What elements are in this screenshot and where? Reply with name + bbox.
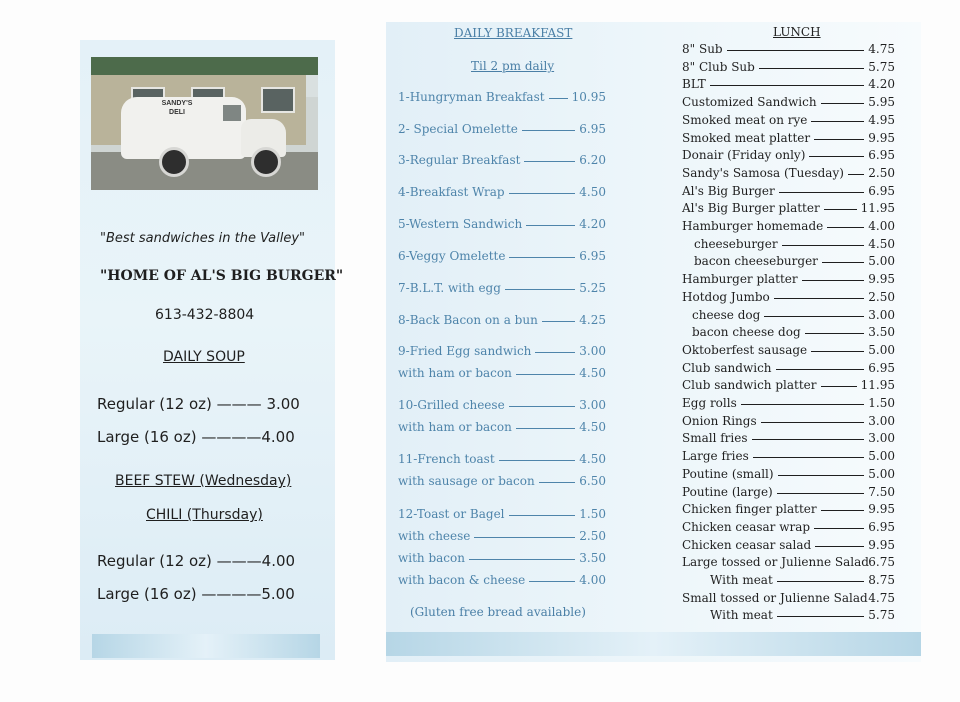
- chili-large: Large (16 oz) ————5.00: [97, 585, 295, 603]
- leader-line: [778, 475, 864, 476]
- leader-line: [727, 50, 864, 51]
- menu-item-name: With meat: [710, 573, 773, 587]
- menu-item-price: 5.25: [579, 281, 606, 295]
- menu-item: [682, 485, 895, 500]
- beef-stew-heading: BEEF STEW (Wednesday): [115, 473, 292, 489]
- menu-item-price: 5.00: [868, 449, 895, 463]
- menu-item-name: 3-Regular Breakfast: [398, 153, 521, 167]
- soup-large: Large (16 oz) ————4.00: [97, 428, 295, 446]
- menu-item-price: 4.50: [868, 237, 895, 251]
- menu-item-price: 4.50: [579, 185, 606, 199]
- menu-item-price: 5.95: [868, 95, 895, 109]
- gluten-free-note: (Gluten free bread available): [410, 605, 586, 619]
- menu-item-price: 5.75: [868, 60, 895, 74]
- menu-item: [682, 308, 895, 323]
- menu-item: [682, 520, 895, 535]
- leader-line: [827, 227, 864, 228]
- menu-item: [682, 113, 895, 128]
- menu-item: [682, 219, 895, 234]
- menu-item: [682, 573, 895, 588]
- menu-item: [398, 249, 606, 264]
- menu-item: [398, 185, 606, 200]
- leader-line: [821, 103, 864, 104]
- menu-item-name: 8" Sub: [682, 42, 723, 56]
- menu-item-name: 2- Special Omelette: [398, 122, 518, 136]
- menu-item-price: 9.95: [868, 538, 895, 552]
- left-footer-strip: [92, 634, 320, 658]
- menu-item: [398, 90, 606, 105]
- phone-number: 613-432-8804: [155, 307, 255, 323]
- leader-line: [741, 404, 864, 405]
- breakfast-heading: DAILY BREAKFAST: [454, 26, 573, 40]
- menu-item: [682, 272, 895, 287]
- menu-item: [682, 254, 895, 269]
- menu-item: [682, 378, 895, 393]
- menu-item-price: 8.75: [868, 573, 895, 587]
- menu-item-price: 4.50: [579, 420, 606, 434]
- leader-line: [759, 68, 864, 69]
- menu-item-price: 6.95: [579, 122, 606, 136]
- menu-item-price: 4.25: [579, 313, 606, 327]
- menu-item-price: 9.95: [868, 131, 895, 145]
- menu-item: [398, 366, 606, 381]
- leader-line: [776, 369, 864, 370]
- menu-item: [398, 398, 606, 413]
- menu-item-price: 6.95: [579, 249, 606, 263]
- leader-line: [779, 192, 864, 193]
- leader-line: [499, 460, 575, 461]
- menu-item: [682, 237, 895, 252]
- truck-wheel: [251, 147, 281, 177]
- leader-line: [522, 130, 575, 131]
- leader-line: [814, 528, 864, 529]
- leader-line: [824, 209, 857, 210]
- leader-line: [777, 581, 864, 582]
- leader-line: [529, 581, 575, 582]
- leader-line: [474, 537, 575, 538]
- menu-item-name: 5-Western Sandwich: [398, 217, 523, 231]
- menu-item: [682, 95, 895, 110]
- menu-item-price: 11.95: [860, 201, 895, 215]
- menu-item-name: Smoked meat on rye: [682, 113, 808, 127]
- menu-item-price: 3.00: [868, 308, 895, 322]
- menu-item-name: with ham or bacon: [398, 420, 512, 434]
- leader-line: [848, 174, 864, 175]
- menu-item: [398, 529, 606, 544]
- menu-item-name: Onion Rings: [682, 414, 757, 428]
- menu-item: [398, 153, 606, 168]
- menu-item-name: Al's Big Burger platter: [682, 201, 820, 215]
- menu-item-name: 10-Grilled cheese: [398, 398, 505, 412]
- menu-item-price: 6.95: [868, 148, 895, 162]
- menu-item-price: 3.50: [868, 325, 895, 339]
- leader-line: [805, 333, 864, 334]
- menu-item-name: With meat: [710, 608, 773, 622]
- menu-item-name: cheese dog: [692, 308, 761, 322]
- menu-item-name: 7-B.L.T. with egg: [398, 281, 501, 295]
- menu-item-price: 2.50: [868, 166, 895, 180]
- menu-item-name: Donair (Friday only): [682, 148, 806, 162]
- menu-item-price: 6.75: [868, 555, 895, 569]
- menu-item-name: with bacon & cheese: [398, 573, 526, 587]
- menu-item-name: bacon cheese dog: [692, 325, 801, 339]
- leader-line: [761, 422, 864, 423]
- menu-item-price: 3.00: [868, 414, 895, 428]
- menu-item-price: 10.95: [571, 90, 606, 104]
- photo-roof: [91, 57, 318, 75]
- menu-item: [398, 420, 606, 435]
- menu-item-name: 1-Hungryman Breakfast: [398, 90, 545, 104]
- menu-item-price: 6.50: [579, 474, 606, 488]
- menu-item: [682, 42, 895, 57]
- menu-item-price: 4.50: [579, 452, 606, 466]
- menu-item-name: Poutine (large): [682, 485, 773, 499]
- menu-item-price: 7.50: [868, 485, 895, 499]
- menu-item-name: with ham or bacon: [398, 366, 512, 380]
- menu-item: [398, 344, 606, 359]
- menu-item-name: with cheese: [398, 529, 471, 543]
- soup-regular: Regular (12 oz) ——— 3.00: [97, 395, 300, 413]
- leader-line: [802, 280, 864, 281]
- leader-line: [809, 156, 864, 157]
- leader-line: [509, 257, 575, 258]
- menu-item-name: Egg rolls: [682, 396, 737, 410]
- menu-item-name: bacon cheeseburger: [694, 254, 818, 268]
- menu-item-name: 9-Fried Egg sandwich: [398, 344, 532, 358]
- menu-item-price: 5.00: [868, 467, 895, 481]
- leader-line: [814, 139, 864, 140]
- menu-item-name: Hotdog Jumbo: [682, 290, 770, 304]
- leader-line: [821, 386, 857, 387]
- photo-window: [261, 87, 295, 113]
- menu-item-name: 6-Veggy Omelette: [398, 249, 506, 263]
- menu-item-name: 8" Club Sub: [682, 60, 755, 74]
- tagline: "Best sandwiches in the Valley": [100, 231, 306, 246]
- menu-item: [398, 507, 606, 522]
- menu-item: [398, 281, 606, 296]
- menu-item-price: 6.95: [868, 520, 895, 534]
- truck-wheel: [159, 147, 189, 177]
- menu-item: [682, 431, 895, 446]
- menu-item: [398, 122, 606, 137]
- menu-footer-strip: [386, 632, 921, 656]
- menu-item-price: 4.20: [868, 77, 895, 91]
- menu-item-price: 2.50: [868, 290, 895, 304]
- leader-line: [777, 616, 864, 617]
- menu-item-price: 4.00: [579, 573, 606, 587]
- truck-window: [223, 105, 241, 121]
- menu-item: [682, 591, 895, 606]
- menu-item-price: 4.75: [868, 42, 895, 56]
- menu-item-name: Small fries: [682, 431, 748, 445]
- menu-item: [682, 538, 895, 553]
- menu-item-name: Customized Sandwich: [682, 95, 817, 109]
- home-of-title: "HOME OF AL'S BIG BURGER": [100, 268, 344, 284]
- menu-item-price: 4.20: [579, 217, 606, 231]
- truck-sign: SANDY'S DELI: [161, 100, 193, 116]
- menu-item-price: 3.00: [868, 431, 895, 445]
- leader-line: [815, 546, 864, 547]
- menu-item: [682, 148, 895, 163]
- daily-soup-heading: DAILY SOUP: [163, 349, 245, 365]
- menu-item-name: 12-Toast or Bagel: [398, 507, 505, 521]
- menu-item: [398, 452, 606, 467]
- menu-item: [682, 77, 895, 92]
- leader-line: [764, 316, 864, 317]
- menu-item-name: Large fries: [682, 449, 749, 463]
- menu-item: [682, 414, 895, 429]
- menu-item-price: 9.95: [868, 272, 895, 286]
- leader-line: [710, 85, 864, 86]
- menu-item-name: Large tossed or Julienne Salad: [682, 555, 869, 569]
- menu-item-name: Chicken ceasar wrap: [682, 520, 811, 534]
- menu-item-price: 1.50: [868, 396, 895, 410]
- menu-item: [682, 131, 895, 146]
- leader-line: [524, 161, 575, 162]
- menu-item: [398, 551, 606, 566]
- menu-item-price: 11.95: [860, 378, 895, 392]
- menu-item-price: 3.00: [579, 398, 606, 412]
- menu-item: [682, 361, 895, 376]
- menu-item-name: Hamburger homemade: [682, 219, 824, 233]
- menu-item-name: Club sandwich platter: [682, 378, 817, 392]
- menu-item: [682, 290, 895, 305]
- menu-item: [682, 449, 895, 464]
- leader-line: [752, 439, 864, 440]
- menu-item: [682, 343, 895, 358]
- leader-line: [516, 428, 575, 429]
- menu-item: [682, 325, 895, 340]
- menu-item-price: 6.20: [579, 153, 606, 167]
- menu-item-name: Chicken finger platter: [682, 502, 817, 516]
- menu-item-name: Poutine (small): [682, 467, 774, 481]
- leader-line: [542, 321, 575, 322]
- leader-line: [811, 121, 864, 122]
- leader-line: [782, 245, 864, 246]
- menu-item: [682, 467, 895, 482]
- menu-item-name: with bacon: [398, 551, 465, 565]
- leader-line: [516, 374, 575, 375]
- leader-line: [821, 510, 864, 511]
- menu-item-price: 9.95: [868, 502, 895, 516]
- menu-item-name: Hamburger platter: [682, 272, 798, 286]
- leader-line: [777, 493, 864, 494]
- leader-line: [535, 352, 575, 353]
- leader-line: [509, 406, 575, 407]
- menu-item-name: Smoked meat platter: [682, 131, 811, 145]
- menu-item-price: 5.00: [868, 254, 895, 268]
- menu-item-name: 4-Breakfast Wrap: [398, 185, 505, 199]
- menu-item-price: 6.95: [868, 184, 895, 198]
- leader-line: [811, 351, 864, 352]
- menu-item-price: 4.50: [579, 366, 606, 380]
- menu-item-name: with sausage or bacon: [398, 474, 535, 488]
- leader-line: [469, 559, 575, 560]
- menu-item-price: 4.75: [868, 591, 895, 605]
- menu-item: [682, 201, 895, 216]
- menu-item-name: Oktoberfest sausage: [682, 343, 808, 357]
- menu-item: [398, 474, 606, 489]
- menu-item-price: 3.00: [579, 344, 606, 358]
- menu-item-price: 6.95: [868, 361, 895, 375]
- leader-line: [509, 515, 575, 516]
- menu-item: [682, 166, 895, 181]
- menu-item: [398, 217, 606, 232]
- menu-item-name: BLT: [682, 77, 706, 91]
- menu-item: [682, 608, 895, 623]
- menu-item-price: 5.75: [868, 608, 895, 622]
- menu-item-price: 4.95: [868, 113, 895, 127]
- menu-item-name: Small tossed or Julienne Salad: [682, 591, 868, 605]
- menu-item-price: 3.50: [579, 551, 606, 565]
- menu-item: [682, 502, 895, 517]
- menu-item-name: Chicken ceasar salad: [682, 538, 812, 552]
- leader-line: [753, 457, 864, 458]
- lunch-heading: LUNCH: [773, 25, 821, 39]
- leader-line: [549, 98, 568, 99]
- leader-line: [526, 225, 575, 226]
- menu-item-name: Al's Big Burger: [682, 184, 775, 198]
- menu-item: [682, 184, 895, 199]
- leader-line: [822, 262, 864, 263]
- leader-line: [505, 289, 575, 290]
- chili-heading: CHILI (Thursday): [146, 507, 263, 523]
- menu-item: [682, 555, 895, 570]
- menu-item-price: 2.50: [579, 529, 606, 543]
- menu-item: [682, 60, 895, 75]
- menu-item: [682, 396, 895, 411]
- menu-item-name: cheeseburger: [694, 237, 778, 251]
- menu-item-name: Club sandwich: [682, 361, 772, 375]
- menu-item-price: 4.00: [868, 219, 895, 233]
- menu-item-name: Sandy's Samosa (Tuesday): [682, 166, 844, 180]
- menu-item: [398, 573, 606, 588]
- menu-item: [398, 313, 606, 328]
- breakfast-subtitle: Til 2 pm daily: [471, 59, 555, 73]
- menu-item-name: 11-French toast: [398, 452, 495, 466]
- leader-line: [774, 298, 864, 299]
- leader-line: [509, 193, 575, 194]
- leader-line: [539, 482, 575, 483]
- menu-item-price: 5.00: [868, 343, 895, 357]
- menu-item-name: 8-Back Bacon on a bun: [398, 313, 538, 327]
- menu-item-price: 1.50: [579, 507, 606, 521]
- chili-regular: Regular (12 oz) ———4.00: [97, 552, 296, 570]
- deli-truck-photo: [91, 57, 318, 190]
